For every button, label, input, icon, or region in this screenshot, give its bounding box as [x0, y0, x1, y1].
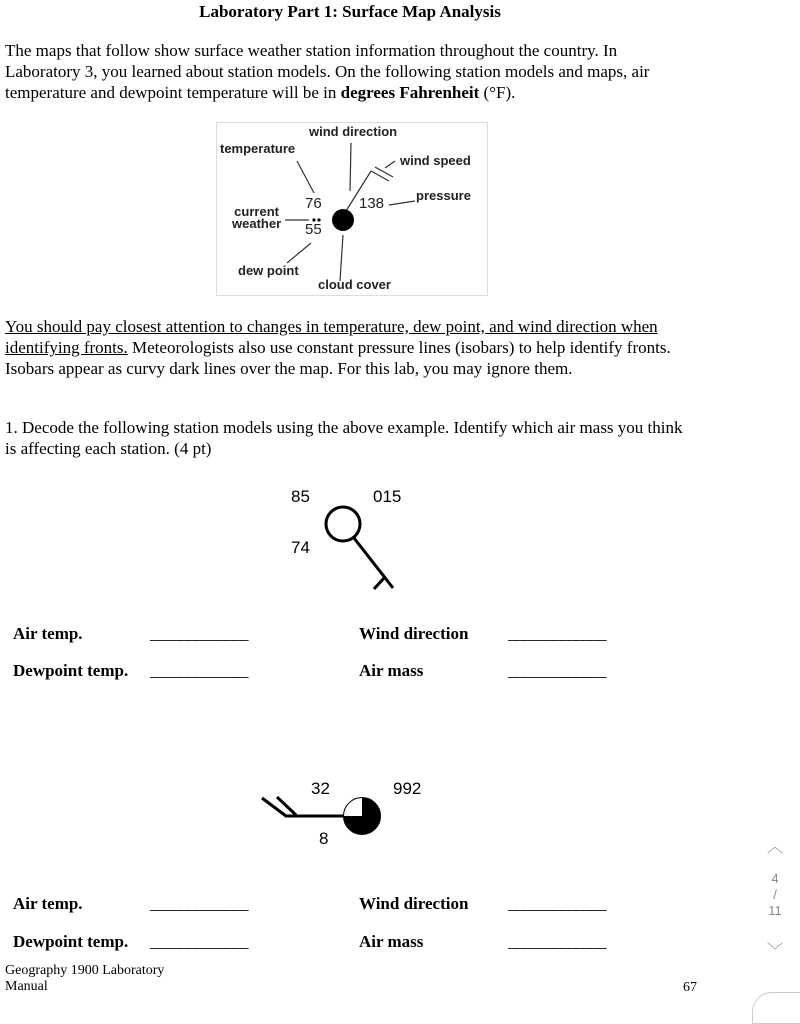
note-rest: Meteorologists also use constant pressure lines (isobars) to help identify fronts. Isobars appear as curvy dark lines over the map. For this lab, you may ignore them. — [5, 338, 671, 378]
label-cloud-cover: cloud cover — [318, 277, 391, 292]
label-pressure: pressure — [416, 188, 471, 203]
air-temp-blank[interactable]: _____________ — [150, 894, 248, 913]
station1-dew: 74 — [291, 538, 310, 557]
intro-text: The maps that follow show surface weather station information throughout the country. In Laboratory 3, you learned about station models. On the following station models and maps, air temperature and dewpoint temperature will be in — [5, 41, 650, 102]
station2-pressure: 992 — [393, 779, 422, 798]
label-air-temp: Air temp. — [13, 894, 83, 913]
cloud-cover-circle — [332, 209, 354, 231]
temp-value: 76 — [305, 195, 322, 212]
dewpoint-blank[interactable]: _____________ — [150, 661, 248, 680]
label-wind-direction: Wind direction — [359, 894, 469, 913]
note-paragraph — [5, 316, 695, 379]
label-temperature: temperature — [220, 141, 296, 156]
note-underlined: You should pay closest attention to changes in temperature, dew point, and wind direction when identifying fronts. — [5, 317, 658, 357]
pressure-value: 138 — [359, 195, 385, 212]
question-text: 1. Decode the following station models using the above example. Identify which air mass you think is affecting each station. (4 pt) — [5, 418, 683, 458]
pager-total: 11 — [768, 903, 782, 918]
station-model-1 — [300, 480, 420, 600]
intro-paragraph — [5, 40, 685, 103]
label-current: current — [234, 204, 279, 219]
footer-title — [5, 963, 164, 995]
page-down-button[interactable]: ﹀ — [766, 943, 783, 960]
label-weather: weather — [232, 216, 282, 231]
air-mass-blank[interactable]: _____________ — [508, 661, 606, 680]
dew-value: 55 — [305, 221, 322, 238]
footer-line2: Manual — [5, 979, 48, 994]
label-dew-point: dew point — [238, 263, 299, 278]
label-wind-direction: wind direction — [309, 124, 398, 139]
station2-dew: 8 — [319, 829, 329, 848]
dewpoint-blank[interactable]: _____________ — [150, 932, 248, 951]
intro-bold: degrees Fahrenheit — [340, 83, 480, 102]
label-current-weather — [232, 206, 281, 230]
label-dewpoint: Dewpoint temp. — [13, 932, 129, 951]
station1-pressure: 015 — [373, 487, 402, 506]
pager-separator: / — [773, 887, 777, 902]
air-mass-blank[interactable]: _____________ — [508, 932, 606, 951]
station-model-diagram — [216, 122, 488, 296]
air-temp-blank[interactable]: _____________ — [150, 624, 248, 643]
label-wind-speed: wind speed — [400, 153, 471, 168]
station2-temp: 32 — [311, 779, 330, 798]
intro-end: (°F). — [479, 83, 516, 102]
label-dewpoint: Dewpoint temp. — [13, 661, 129, 680]
station1-temp: 85 — [291, 487, 310, 506]
footer-line1: Geography 1900 Laboratory — [5, 963, 165, 978]
page-up-button[interactable]: ︿ — [766, 839, 783, 856]
pager-current: 4 — [771, 871, 779, 886]
corner-widget[interactable] — [752, 992, 800, 1024]
wind-direction-blank[interactable]: _____________ — [508, 894, 606, 913]
label-air-temp: Air temp. — [13, 624, 83, 643]
label-air-mass: Air mass — [359, 661, 424, 680]
label-wind-direction: Wind direction — [359, 624, 469, 643]
page-number: 67 — [683, 980, 697, 995]
page-title: Laboratory Part 1: Surface Map Analysis — [199, 2, 501, 21]
label-air-mass: Air mass — [359, 932, 424, 951]
page-indicator — [760, 871, 790, 919]
wind-direction-blank[interactable]: _____________ — [508, 624, 606, 643]
